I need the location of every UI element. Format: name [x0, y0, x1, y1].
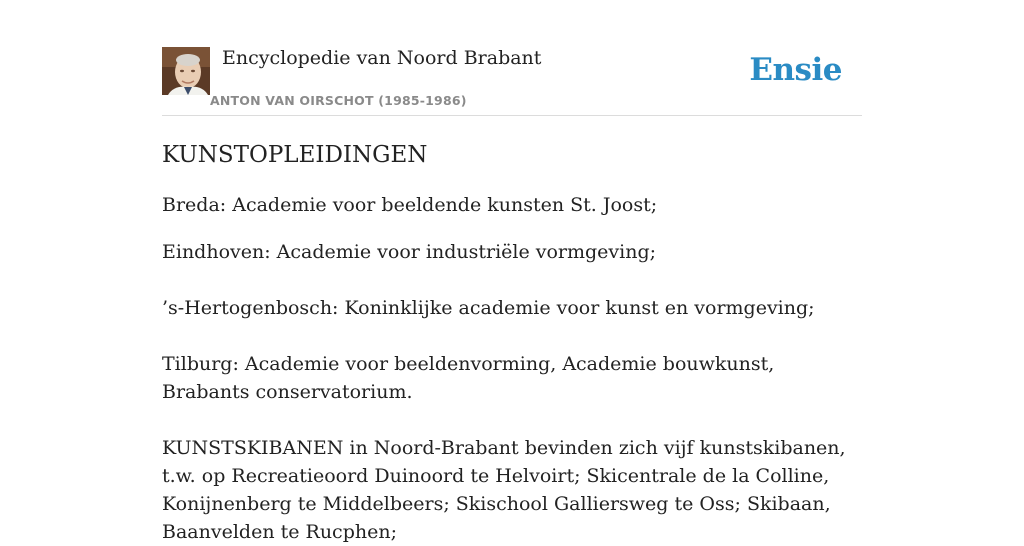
article-title: KUNSTOPLEIDINGEN: [162, 142, 428, 168]
author-avatar[interactable]: [162, 47, 210, 95]
article-paragraph: Eindhoven: Academie voor industriële vormgeving;: [162, 241, 657, 263]
ensie-logo[interactable]: Ensie: [749, 52, 842, 88]
article-paragraph: KUNSTSKIBANEN in Noord-Brabant bevinden zich vijf kunstskibanen, t.w. op Recreatieoord Duinoord te Helvoirt; Skicentrale de la Colline, Konijnenberg te Middelbeers; Skischool Galliersweg te Oss; Skibaan, Baanvelden te Rucphen;: [162, 437, 846, 543]
article-paragraph: Tilburg: Academie voor beeldenvorming, Academie bouwkunst, Brabants conservatorium.: [162, 353, 775, 403]
article-paragraph: Breda: Academie voor beeldende kunsten St. Joost;: [162, 194, 658, 216]
site-title[interactable]: Encyclopedie van Noord Brabant: [222, 47, 542, 69]
author-portrait-icon: [162, 47, 210, 95]
article-paragraph: ’s-Hertogenbosch: Koninklijke academie voor kunst en vormgeving;: [162, 297, 815, 319]
article-content: [162, 139, 862, 546]
author-name[interactable]: ANTON VAN OIRSCHOT (1985-1986): [210, 93, 467, 108]
header: [162, 46, 862, 116]
